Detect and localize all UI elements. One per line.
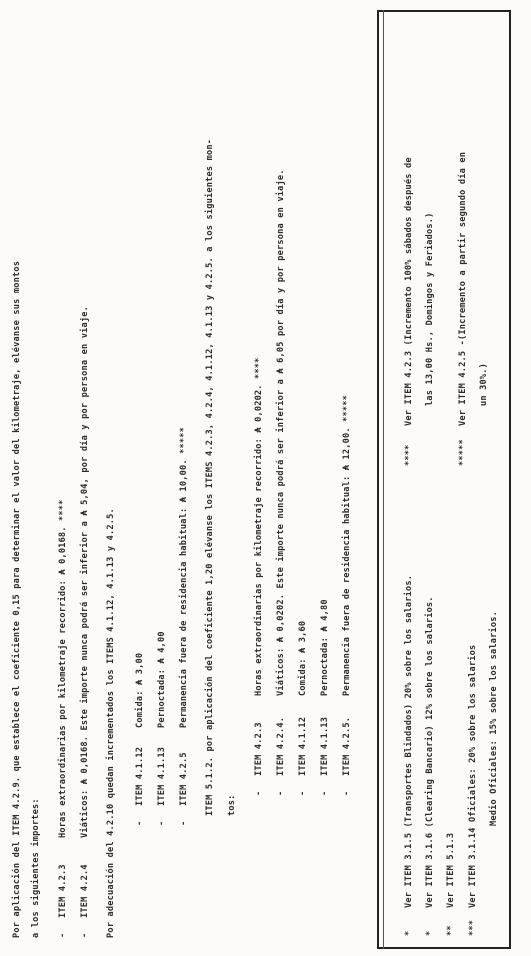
item-text: Comida: ₳ 3,60 — [298, 620, 308, 696]
item-dash: - — [320, 790, 330, 796]
item-dash: - — [254, 790, 264, 796]
item-code: ITEM 4.2.4 — [80, 864, 90, 918]
item-code: ITEM 4.2.5 — [179, 752, 189, 806]
item-512-line-1: ITEM 5.1.2. por aplicación del coeficiente 1,20 elévanse los ITEMS 4.2.3, 4.2.4, 4.1.12, 4.1.13 y 4.2.5. a los siguientes mon- — [205, 138, 215, 816]
item-text: Horas extraordinarias por kilometraje recorrido: ₳ 0,0168. **** — [58, 499, 68, 838]
note-text: Medio Oficiales: 15% sobre los salarios. — [489, 611, 499, 826]
note-text: Ver ITEM 4.2.5 -(Incremento a partir segundo día en — [458, 151, 468, 426]
note-mark: * — [425, 930, 435, 936]
item-text: Horas extraordinarias por kilometraje recorrido: ₳ 0,0202. **** — [254, 357, 264, 696]
note-text: Ver ITEM 5.1.3 — [446, 832, 456, 908]
item-text: Pernoctada: ₳ 4,80 — [320, 599, 330, 696]
item-dash: - — [80, 932, 90, 938]
item-code: ITEM 4.2.4. — [276, 716, 286, 776]
note-mark: * — [404, 930, 414, 936]
item-code: ITEM 4.1.12 — [298, 716, 308, 776]
item-text: Permanencia fuera de residencia habitual: ₳ 10,00. ***** — [179, 427, 189, 728]
item-code: ITEM 4.2.3 — [58, 864, 68, 918]
item-dash: - — [298, 790, 308, 796]
item-dash: - — [342, 790, 352, 796]
item-dash: - — [157, 820, 167, 826]
item-dash: - — [179, 820, 189, 826]
item-code: ITEM 4.2.3 — [254, 722, 264, 776]
item-text: Viáticos: ₳ 0,0202. Este importe nunca podrá ser inferior a ₳ 6,05 por día y por persona en viaje. — [276, 169, 286, 696]
item-text: Permanencia fuera de residencia habitual: ₳ 12,00. ***** — [342, 395, 352, 696]
note-text: Ver ITEM 4.2.3 (Incremento 100% sábados después de — [404, 157, 414, 426]
note-mark: ***** — [458, 439, 468, 466]
note-text: Ver ITEM 3.1.5 (Transportes Blindados) 20% sobre los salarios. — [404, 574, 414, 908]
note-text: Ver ITEM 3.1.6 (Clearing Bancario) 12% sobre los salarios. — [425, 596, 435, 908]
note-mark: **** — [404, 444, 414, 466]
item-text: Comida: ₳ 3,00 — [135, 652, 145, 728]
item-text: Viáticos: ₳ 0,0168. Este importe nunca podrá ser inferior a ₳ 5,04, por día y por persona en viaje. — [80, 305, 90, 838]
item-dash: - — [58, 932, 68, 938]
item-text: Pernoctada: ₳ 4,00 — [157, 631, 167, 728]
item-code: ITEM 4.1.12 — [135, 746, 145, 806]
intro-line-1: Por aplicación del ITEM 4.2.9. que establece el coeficiente 0,15 para determinar el valor del kilometraje, elévanse sus montos — [12, 260, 22, 938]
note-text: las 13,00 Hs., Domingos y Feriados.) — [425, 212, 435, 406]
item-code: ITEM 4.2.5. — [342, 716, 352, 776]
adecuacion-line: Por adecuación del 4.2.10 quedan incrementados los ITEMS 4.1.12, 4.1.13 y 4.2.5. — [106, 508, 116, 938]
note-mark: *** — [468, 919, 478, 936]
note-text: un 30%.) — [479, 363, 489, 406]
notes-divider-line — [383, 10, 384, 949]
note-mark: ** — [446, 925, 456, 936]
note-text: Ver ITEM 3.1.14 Oficiales: 20% sobre los salarios — [468, 644, 478, 908]
item-code: ITEM 4.1.13 — [320, 716, 330, 776]
item-512-line-2: tos: — [227, 794, 237, 816]
intro-line-2: a los siguientes importes: — [31, 798, 41, 938]
item-dash: - — [135, 820, 145, 826]
item-code: ITEM 4.1.13 — [157, 746, 167, 806]
item-dash: - — [276, 790, 286, 796]
